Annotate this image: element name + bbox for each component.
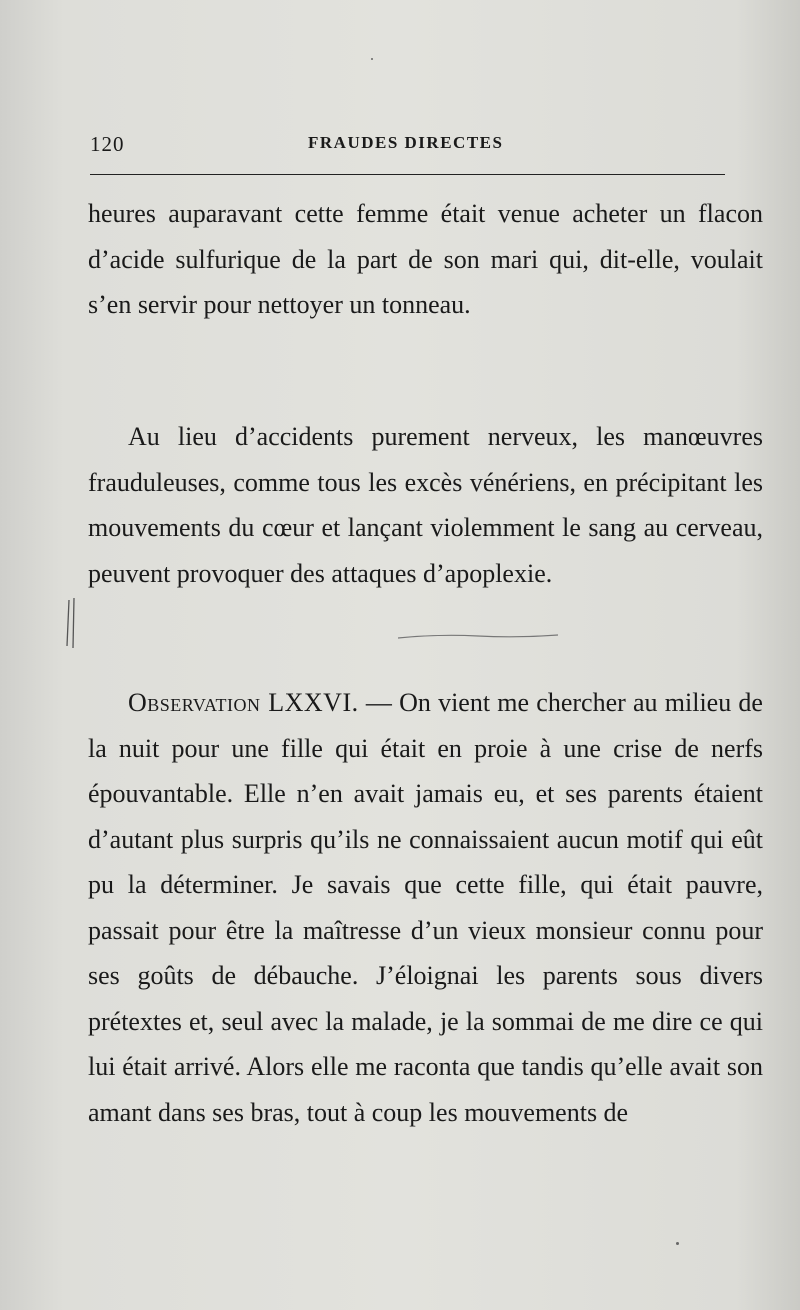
pencil-underline: [398, 632, 558, 642]
paragraph-1: heures auparavant cette femme était venue acheter un flacon d’acide sulfurique de la part de son mari qui, dit-elle, voulait s’en servir pour nettoyer un tonneau.: [88, 199, 763, 319]
running-head: [90, 130, 725, 160]
paper-speck: [371, 58, 373, 60]
page-number: 120: [90, 132, 125, 156]
header-rule: [90, 174, 725, 175]
paragraph-2: Au lieu d’accidents purement nerveux, les manœuvres frauduleuses, comme tous les excès vénériens, en précipitant les mouvements du cœur et lançant violemment le sang au cerveau, peuvent provoquer des attaques d’apoplexie.: [88, 422, 763, 588]
observation-label: Observation LXXVI.: [128, 688, 359, 717]
paper-speck: [676, 1242, 679, 1245]
margin-pencil-mark: [64, 598, 80, 650]
paragraph-3: [88, 680, 763, 1135]
observation-text: — On vient me chercher au milieu de la nuit pour une fille qui était en proie à une crise de nerfs épouvantable. Elle n’en avait jamais eu, et ses parents étaient d’autant plus surpris qu’ils ne connaissaient aucun motif qui eût pu la déterminer. Je savais que cette fille, qui était pauvre, passait pour être la maîtresse d’un vieux monsieur connu pour ses goûts de débauche. J’éloignai les parents sous divers prétextes et, seul avec la malade, je la sommai de me dire ce qui lui était arrivé. Alors elle me raconta que tandis qu’elle avait son amant dans ses bras, tout à coup les mouvements de: [88, 688, 763, 1127]
running-title: FRAUDES DIRECTES: [308, 133, 504, 152]
